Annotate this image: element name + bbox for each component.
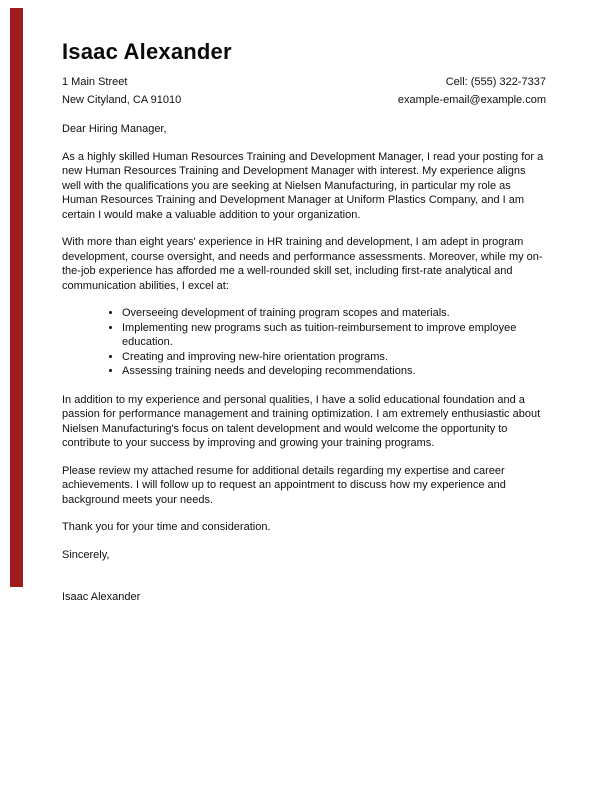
- signature-name: Isaac Alexander: [62, 591, 141, 604]
- paragraph-experience: With more than eight years' experience in HR training and development, I am adept in program development, course oversight, and needs and performance assessments. Moreover, while my on-the-job experience has afforded me a well-rounded skill set, including first-rate analytical and communication abilities, I excel at:: [62, 236, 543, 292]
- list-item: • Implementing new programs such as tuition-reimbursement to improve employee education.: [122, 321, 546, 350]
- address-line-2: New Cityland, CA 91010: [62, 94, 182, 107]
- signoff-line: Sincerely,: [62, 548, 110, 561]
- paragraph-qualities: In addition to my experience and personal qualities, I have a solid educational foundation and a passion for performance management and training optimization. I am extremely enthusiastic about Nielsen Manufacturing's focus on talent development and would welcome the opportunity to contribute to your success by improving and growing your training programs.: [62, 393, 541, 450]
- email-address: example-email@example.com: [397, 94, 546, 107]
- skills-bullet-list: [62, 306, 546, 379]
- letter-content: [62, 40, 546, 605]
- thanks-line: Thank you for your time and consideration.: [62, 521, 271, 534]
- list-item: • Overseeing development of training program scopes and materials.: [122, 306, 546, 321]
- contact-details: [398, 73, 546, 109]
- accent-bar: [10, 8, 23, 587]
- paragraph-followup: Please review my attached resume for additional details regarding my expertise and career achievements. I will follow up to request an appointment to discuss how my experience and background meets your needs.: [62, 464, 506, 506]
- letter-body: [62, 122, 546, 605]
- list-item: • Creating and improving new-hire orientation programs.: [122, 350, 546, 365]
- paragraph-intro: As a highly skilled Human Resources Training and Development Manager, I read your posting for a new Human Resources Training and Development Manager with interest. My experience aligns well with the qualifications you are seeking at Nielsen Manufacturing, in particular my role as Human Resources Training and Development Manager at Uniform Plastics Company, and I am certain I would make a valuable addition to your organization.: [62, 150, 544, 221]
- letterhead-name: Isaac Alexander: [62, 39, 232, 64]
- salutation: Dear Hiring Manager,: [62, 123, 167, 136]
- address-line-1: 1 Main Street: [62, 76, 128, 89]
- address-block: [62, 73, 181, 109]
- list-item: • Assessing training needs and developing recommendations.: [122, 364, 546, 379]
- phone-number: Cell: (555) 322-7337: [445, 76, 546, 89]
- contact-block: [62, 73, 546, 109]
